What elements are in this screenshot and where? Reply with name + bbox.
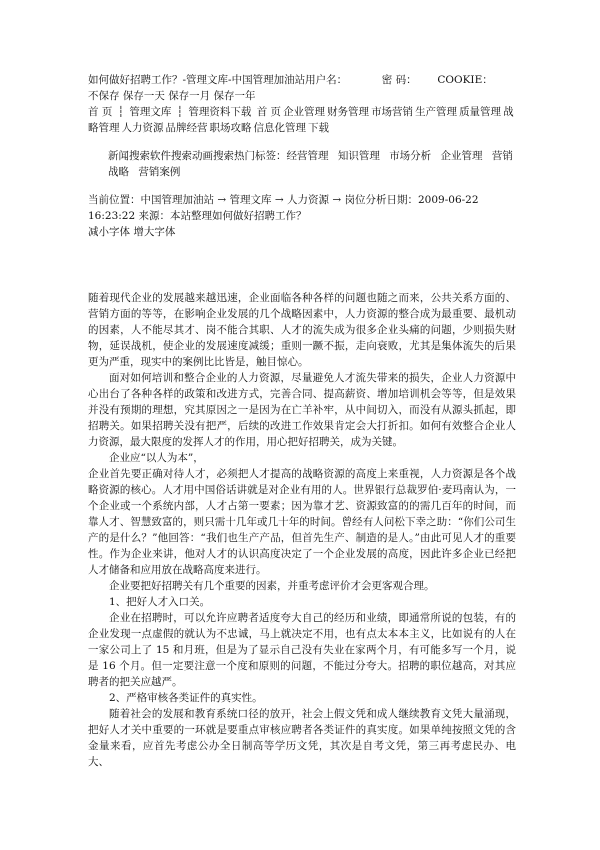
article-paragraph: 随着现代企业的发展越来越迅速，企业面临各种各样的问题也随之而来，公共关系方面的、营销方面的等等，在影响企业发展的几个战略因素中，人力资源的整合成为最重要、最机动的因素，人不能尽其才、岗不能合其职、人才的流失成为很多企业头痛的问题，少则损失财物，延误战机，使企业的发展速度减缓；重则一蹶不振，走向衰败，尤其是集体流失的后果更为严重，现实中的案例比比皆是，触目惊心。 [88,292,516,368]
nav-strategy[interactable]: 战略管理 [88,106,514,134]
nav-separator: ┆ [117,106,125,118]
nav-hr[interactable]: 人力资源 [121,122,164,134]
date-label: 日期： [386,194,418,206]
login-bar [88,72,516,104]
page [88,72,516,770]
font-size-controls [88,224,516,240]
nav-brand[interactable]: 品牌经营 [165,122,208,134]
nav-home[interactable]: 首 页 [88,106,113,118]
nav-marketing[interactable]: 市场营销 [371,106,414,118]
nav-library[interactable]: 管理文库 [129,106,172,118]
article-paragraph: 企业首先要正确对待人才，必须把人才提高的战略资源的高度上来重视，人力资源是各个战略资源的核心。人才用中国俗话讲就是对企业有用的人。世界银行总裁罗伯·麦玛南认为，一个企业或一个系统内部，人才占第一要素；因为靠才艺、资源致富的的需几百年的时间，而靠人才、智慧致富的，则只需十几年或几十年的时间。曾经有人问松下幸之助：“你们公司生产的是什么？”他回答：“我们也生产产品，但首先生产、制造的是人。”由此可见人才的重要性。作为企业来讲，他对人才的认识高度决定了一个企业发展的高度，因此许多企业已经把人才储备和应用放在战略高度来进行。 [88,468,516,576]
tag-item[interactable]: 知识管理 [337,150,380,162]
breadcrumb-arrow: → [217,194,227,206]
hot-tags-label: 新闻搜索软件搜索动画搜索热门标签： [108,150,287,162]
article-paragraph: 企业应“以人为本”， [109,452,204,464]
article-paragraph: 2、严格审核各类证件的真实性。 [109,692,263,704]
breadcrumb-item[interactable]: 岗位分析 [344,194,387,206]
cookie-option-month[interactable]: 保存一月 [168,90,211,102]
article-paragraph: 面对如何培训和整合企业的人力资源，尽量避免人才流失带来的损失，企业人力资源中心出台了各种各样的政策和改进方式，完善合同、提高薪资、增加培训机会等等，但是效果并没有预期的理想，究其原因之一是因为在亡羊补牢，从中间切入，而没有从源头抓起，即招聘关。如果招聘关没有把严，后续的改进工作效果肯定会大打折扣。如何有效整合企业人力资源，最大限度的发挥人才的作用，用心把好招聘关，成为关键。 [88,372,516,448]
source-value: 本站整理 [170,210,213,222]
cookie-option-day[interactable]: 保存一天 [122,90,165,102]
tag-item[interactable]: 企业管理 [440,150,483,162]
decrease-font-button[interactable]: 减小字体 [88,226,130,238]
publish-date: 2009-06-22 16:23:22 [88,194,479,222]
breadcrumb-item[interactable]: 中国管理加油站 [140,194,214,206]
nav-it[interactable]: 信息化管理 [253,122,306,134]
tag-item[interactable]: 市场分析 [389,150,432,162]
breadcrumb [88,192,516,224]
main-nav [88,104,516,136]
increase-font-button[interactable]: 增大字体 [133,226,176,238]
tag-item[interactable]: 营销战略 [108,150,513,178]
breadcrumb-item[interactable]: 管理文库 [229,194,272,206]
site-title: 如何做好招聘工作？-管理文库-中国管理加油站 [88,74,306,86]
nav-quality[interactable]: 质量管理 [459,106,502,118]
article-paragraph: 企业在招聘时，可以允许应聘者适度夸大自己的经历和业绩，即通常所说的包装，有的企业发现一点虚假的就认为不忠诚，马上就决定不用，也有点太本本主义，比如说有的人在一家公司上了 15 和月班，但是为了显示自己没有失业在家两个月，有可能多写一个月，说是 16 个月。但一定要注意一个度和原则的问题，不能过分夸大。招聘的职位越高，对其应聘者的把关应越严。 [88,612,516,688]
password-label[interactable]: 密 码： [381,74,417,86]
nav-career[interactable]: 职场攻略 [209,122,252,134]
nav-home-2[interactable]: 首 页 [256,106,282,118]
nav-download[interactable]: 下载 [308,122,329,134]
username-label[interactable]: 用户名： [305,74,348,86]
nav-separator: ┆ [176,106,184,118]
nav-downloads[interactable]: 管理资料下载 [188,106,252,118]
source-label: 来源： [138,210,171,222]
nav-enterprise[interactable]: 企业管理 [283,106,326,118]
breadcrumb-arrow: → [332,194,342,206]
cookie-option-year[interactable]: 保存一年 [213,90,256,102]
article-paragraph: 企业要把好招聘关有几个重要的因素，并重考虑评价才会更客观合理。 [109,580,435,592]
breadcrumb-label: 当前位置： [88,194,141,206]
tag-item[interactable]: 营销案例 [138,166,181,178]
nav-finance[interactable]: 财务管理 [327,106,370,118]
tag-item[interactable]: 经营管理 [286,150,329,162]
article-body [88,290,516,770]
cookie-option-none[interactable]: 不保存 [88,90,120,102]
breadcrumb-arrow: → [274,194,284,206]
article-paragraph: 随着社会的发展和教育系统口径的放开，社会上假文凭和成人继续教育文凭大量涌现，把好人才关中重要的一环就是要重点审核应聘者各类证件的真实度。如果单纯按照文凭的含金量来看，应首先考虑公办全日制高等学历文凭，其次是自考文凭，第三再考虑民办、电大、 [88,708,516,768]
article-title: 如何做好招聘工作？ [212,210,307,222]
hot-tags [88,148,516,180]
article-paragraph: 1、把好人才入口关。 [109,596,211,608]
cookie-label: COOKIE： [437,74,493,86]
breadcrumb-item[interactable]: 人力资源 [287,194,329,206]
nav-production[interactable]: 生产管理 [415,106,458,118]
